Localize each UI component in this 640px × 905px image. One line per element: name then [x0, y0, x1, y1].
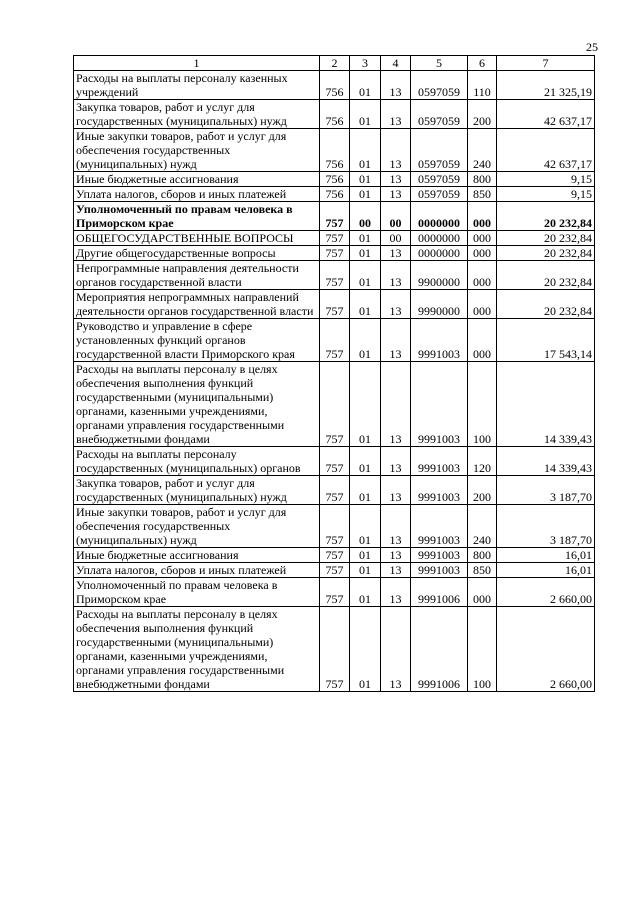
cell-subsection-code: 13: [381, 187, 411, 202]
cell-expense-type-code: 200: [468, 476, 497, 505]
cell-ministry-code: 757: [320, 231, 350, 246]
cell-target-item-code: 0000000: [411, 246, 468, 261]
cell-section-code: 01: [350, 563, 381, 578]
cell-amount: 9,15: [497, 172, 595, 187]
cell-item-name: Расходы на выплаты персоналу казенных учреждений: [74, 71, 320, 100]
cell-amount: 14 339,43: [497, 447, 595, 476]
cell-item-name: Уполномоченный по правам человека в Приморском крае: [74, 202, 320, 231]
cell-subsection-code: 13: [381, 548, 411, 563]
cell-subsection-code: 13: [381, 578, 411, 607]
cell-expense-type-code: 240: [468, 505, 497, 548]
table-row: [74, 607, 595, 692]
cell-amount: 21 325,19: [497, 71, 595, 100]
column-header-3: 3: [350, 56, 381, 71]
budget-table: [73, 55, 595, 692]
cell-item-name: Иные закупки товаров, работ и услуг для обеспечения государственных (муниципальных) нужд: [74, 505, 320, 548]
cell-ministry-code: 757: [320, 261, 350, 290]
cell-item-name: Уполномоченный по правам человека в Приморском крае: [74, 578, 320, 607]
cell-expense-type-code: 000: [468, 290, 497, 319]
cell-subsection-code: 13: [381, 290, 411, 319]
table-row: [74, 319, 595, 362]
cell-expense-type-code: 120: [468, 447, 497, 476]
cell-section-code: 01: [350, 71, 381, 100]
cell-amount: 3 187,70: [497, 476, 595, 505]
cell-ministry-code: 757: [320, 202, 350, 231]
table-row: [74, 261, 595, 290]
table-row: [74, 100, 595, 129]
cell-ministry-code: 757: [320, 319, 350, 362]
cell-subsection-code: 13: [381, 246, 411, 261]
cell-section-code: 01: [350, 172, 381, 187]
cell-item-name: Другие общегосударственные вопросы: [74, 246, 320, 261]
cell-expense-type-code: 800: [468, 548, 497, 563]
cell-expense-type-code: 000: [468, 202, 497, 231]
cell-ministry-code: 757: [320, 447, 350, 476]
cell-amount: 2 660,00: [497, 607, 595, 692]
cell-subsection-code: 13: [381, 505, 411, 548]
cell-expense-type-code: 100: [468, 362, 497, 447]
cell-target-item-code: 0597059: [411, 100, 468, 129]
cell-item-name: Расходы на выплаты персоналу государственных (муниципальных) органов: [74, 447, 320, 476]
cell-ministry-code: 757: [320, 505, 350, 548]
cell-section-code: 01: [350, 290, 381, 319]
table-row: [74, 476, 595, 505]
cell-expense-type-code: 000: [468, 231, 497, 246]
column-header-7: 7: [497, 56, 595, 71]
column-header-5: 5: [411, 56, 468, 71]
cell-expense-type-code: 110: [468, 71, 497, 100]
column-header-6: 6: [468, 56, 497, 71]
cell-ministry-code: 757: [320, 563, 350, 578]
cell-ministry-code: 757: [320, 548, 350, 563]
cell-amount: 42 637,17: [497, 129, 595, 172]
cell-expense-type-code: 850: [468, 563, 497, 578]
cell-subsection-code: 13: [381, 362, 411, 447]
cell-expense-type-code: 000: [468, 578, 497, 607]
cell-subsection-code: 13: [381, 476, 411, 505]
cell-amount: 20 232,84: [497, 246, 595, 261]
cell-item-name: Непрограммные направления деятельности органов государственной власти: [74, 261, 320, 290]
cell-item-name: Руководство и управление в сфере установленных функций органов государственной власти Приморского края: [74, 319, 320, 362]
cell-ministry-code: 756: [320, 129, 350, 172]
cell-subsection-code: 13: [381, 261, 411, 290]
cell-expense-type-code: 850: [468, 187, 497, 202]
cell-subsection-code: 13: [381, 447, 411, 476]
cell-subsection-code: 13: [381, 71, 411, 100]
cell-target-item-code: 0000000: [411, 231, 468, 246]
cell-section-code: 01: [350, 578, 381, 607]
cell-section-code: 01: [350, 231, 381, 246]
cell-item-name: Уплата налогов, сборов и иных платежей: [74, 187, 320, 202]
cell-ministry-code: 757: [320, 362, 350, 447]
cell-item-name: Расходы на выплаты персоналу в целях обеспечения выполнения функций государственными (муниципальными) органами, казенными учреждениями, органами управления государственными внебюджетными фондами: [74, 607, 320, 692]
cell-item-name: Иные бюджетные ассигнования: [74, 548, 320, 563]
budget-table-body: [74, 56, 595, 692]
cell-amount: 20 232,84: [497, 261, 595, 290]
cell-target-item-code: 9991003: [411, 563, 468, 578]
table-row: [74, 362, 595, 447]
table-row: [74, 187, 595, 202]
cell-target-item-code: 9991006: [411, 607, 468, 692]
cell-amount: 20 232,84: [497, 231, 595, 246]
cell-amount: 3 187,70: [497, 505, 595, 548]
cell-target-item-code: 9991003: [411, 447, 468, 476]
cell-item-name: Закупка товаров, работ и услуг для государственных (муниципальных) нужд: [74, 100, 320, 129]
cell-ministry-code: 757: [320, 290, 350, 319]
cell-amount: 16,01: [497, 563, 595, 578]
cell-subsection-code: 00: [381, 202, 411, 231]
cell-ministry-code: 757: [320, 476, 350, 505]
cell-section-code: 01: [350, 362, 381, 447]
table-row: [74, 447, 595, 476]
cell-expense-type-code: 800: [468, 172, 497, 187]
cell-section-code: 01: [350, 129, 381, 172]
table-row: [74, 202, 595, 231]
cell-target-item-code: 9990000: [411, 290, 468, 319]
cell-subsection-code: 13: [381, 607, 411, 692]
table-row: [74, 505, 595, 548]
cell-item-name: Иные закупки товаров, работ и услуг для обеспечения государственных (муниципальных) нужд: [74, 129, 320, 172]
cell-subsection-code: 13: [381, 563, 411, 578]
cell-amount: 17 543,14: [497, 319, 595, 362]
cell-ministry-code: 757: [320, 607, 350, 692]
column-header-1: 1: [74, 56, 320, 71]
cell-ministry-code: 757: [320, 578, 350, 607]
cell-section-code: 01: [350, 187, 381, 202]
cell-amount: 16,01: [497, 548, 595, 563]
table-header-row: [74, 56, 595, 71]
cell-ministry-code: 757: [320, 246, 350, 261]
cell-target-item-code: 9991003: [411, 476, 468, 505]
cell-target-item-code: 0597059: [411, 187, 468, 202]
cell-expense-type-code: 200: [468, 100, 497, 129]
cell-section-code: 01: [350, 319, 381, 362]
cell-target-item-code: 0597059: [411, 172, 468, 187]
cell-ministry-code: 756: [320, 172, 350, 187]
cell-subsection-code: 13: [381, 172, 411, 187]
column-header-4: 4: [381, 56, 411, 71]
cell-expense-type-code: 000: [468, 319, 497, 362]
cell-section-code: 01: [350, 246, 381, 261]
cell-target-item-code: 9900000: [411, 261, 468, 290]
cell-section-code: 01: [350, 476, 381, 505]
cell-ministry-code: 756: [320, 71, 350, 100]
cell-item-name: Закупка товаров, работ и услуг для государственных (муниципальных) нужд: [74, 476, 320, 505]
cell-section-code: 01: [350, 261, 381, 290]
cell-subsection-code: 13: [381, 100, 411, 129]
cell-item-name: Иные бюджетные ассигнования: [74, 172, 320, 187]
table-row: [74, 231, 595, 246]
cell-target-item-code: 9991003: [411, 319, 468, 362]
table-row: [74, 172, 595, 187]
cell-section-code: 00: [350, 202, 381, 231]
cell-item-name: Уплата налогов, сборов и иных платежей: [74, 563, 320, 578]
column-header-2: 2: [320, 56, 350, 71]
cell-ministry-code: 756: [320, 100, 350, 129]
cell-expense-type-code: 100: [468, 607, 497, 692]
cell-amount: 2 660,00: [497, 578, 595, 607]
cell-section-code: 01: [350, 607, 381, 692]
cell-item-name: Мероприятия непрограммных направлений деятельности органов государственной власти: [74, 290, 320, 319]
cell-section-code: 01: [350, 447, 381, 476]
table-row: [74, 129, 595, 172]
page-number: 25: [586, 40, 598, 54]
cell-target-item-code: 9991003: [411, 505, 468, 548]
cell-item-name: Расходы на выплаты персоналу в целях обеспечения выполнения функций государственными (муниципальными) органами, казенными учреждениями, органами управления государственными внебюджетными фондами: [74, 362, 320, 447]
cell-target-item-code: 0597059: [411, 71, 468, 100]
cell-amount: 14 339,43: [497, 362, 595, 447]
table-row: [74, 71, 595, 100]
cell-subsection-code: 13: [381, 129, 411, 172]
cell-subsection-code: 00: [381, 231, 411, 246]
cell-expense-type-code: 000: [468, 261, 497, 290]
cell-amount: 9,15: [497, 187, 595, 202]
cell-target-item-code: 0000000: [411, 202, 468, 231]
cell-subsection-code: 13: [381, 319, 411, 362]
cell-section-code: 01: [350, 505, 381, 548]
table-row: [74, 578, 595, 607]
cell-item-name: ОБЩЕГОСУДАРСТВЕННЫЕ ВОПРОСЫ: [74, 231, 320, 246]
table-row: [74, 246, 595, 261]
cell-amount: 20 232,84: [497, 202, 595, 231]
cell-target-item-code: 9991003: [411, 548, 468, 563]
cell-section-code: 01: [350, 100, 381, 129]
table-row: [74, 548, 595, 563]
cell-target-item-code: 0597059: [411, 129, 468, 172]
table-row: [74, 563, 595, 578]
cell-amount: 20 232,84: [497, 290, 595, 319]
cell-target-item-code: 9991003: [411, 362, 468, 447]
cell-amount: 42 637,17: [497, 100, 595, 129]
table-row: [74, 290, 595, 319]
cell-ministry-code: 756: [320, 187, 350, 202]
cell-target-item-code: 9991006: [411, 578, 468, 607]
cell-expense-type-code: 000: [468, 246, 497, 261]
cell-expense-type-code: 240: [468, 129, 497, 172]
cell-section-code: 01: [350, 548, 381, 563]
